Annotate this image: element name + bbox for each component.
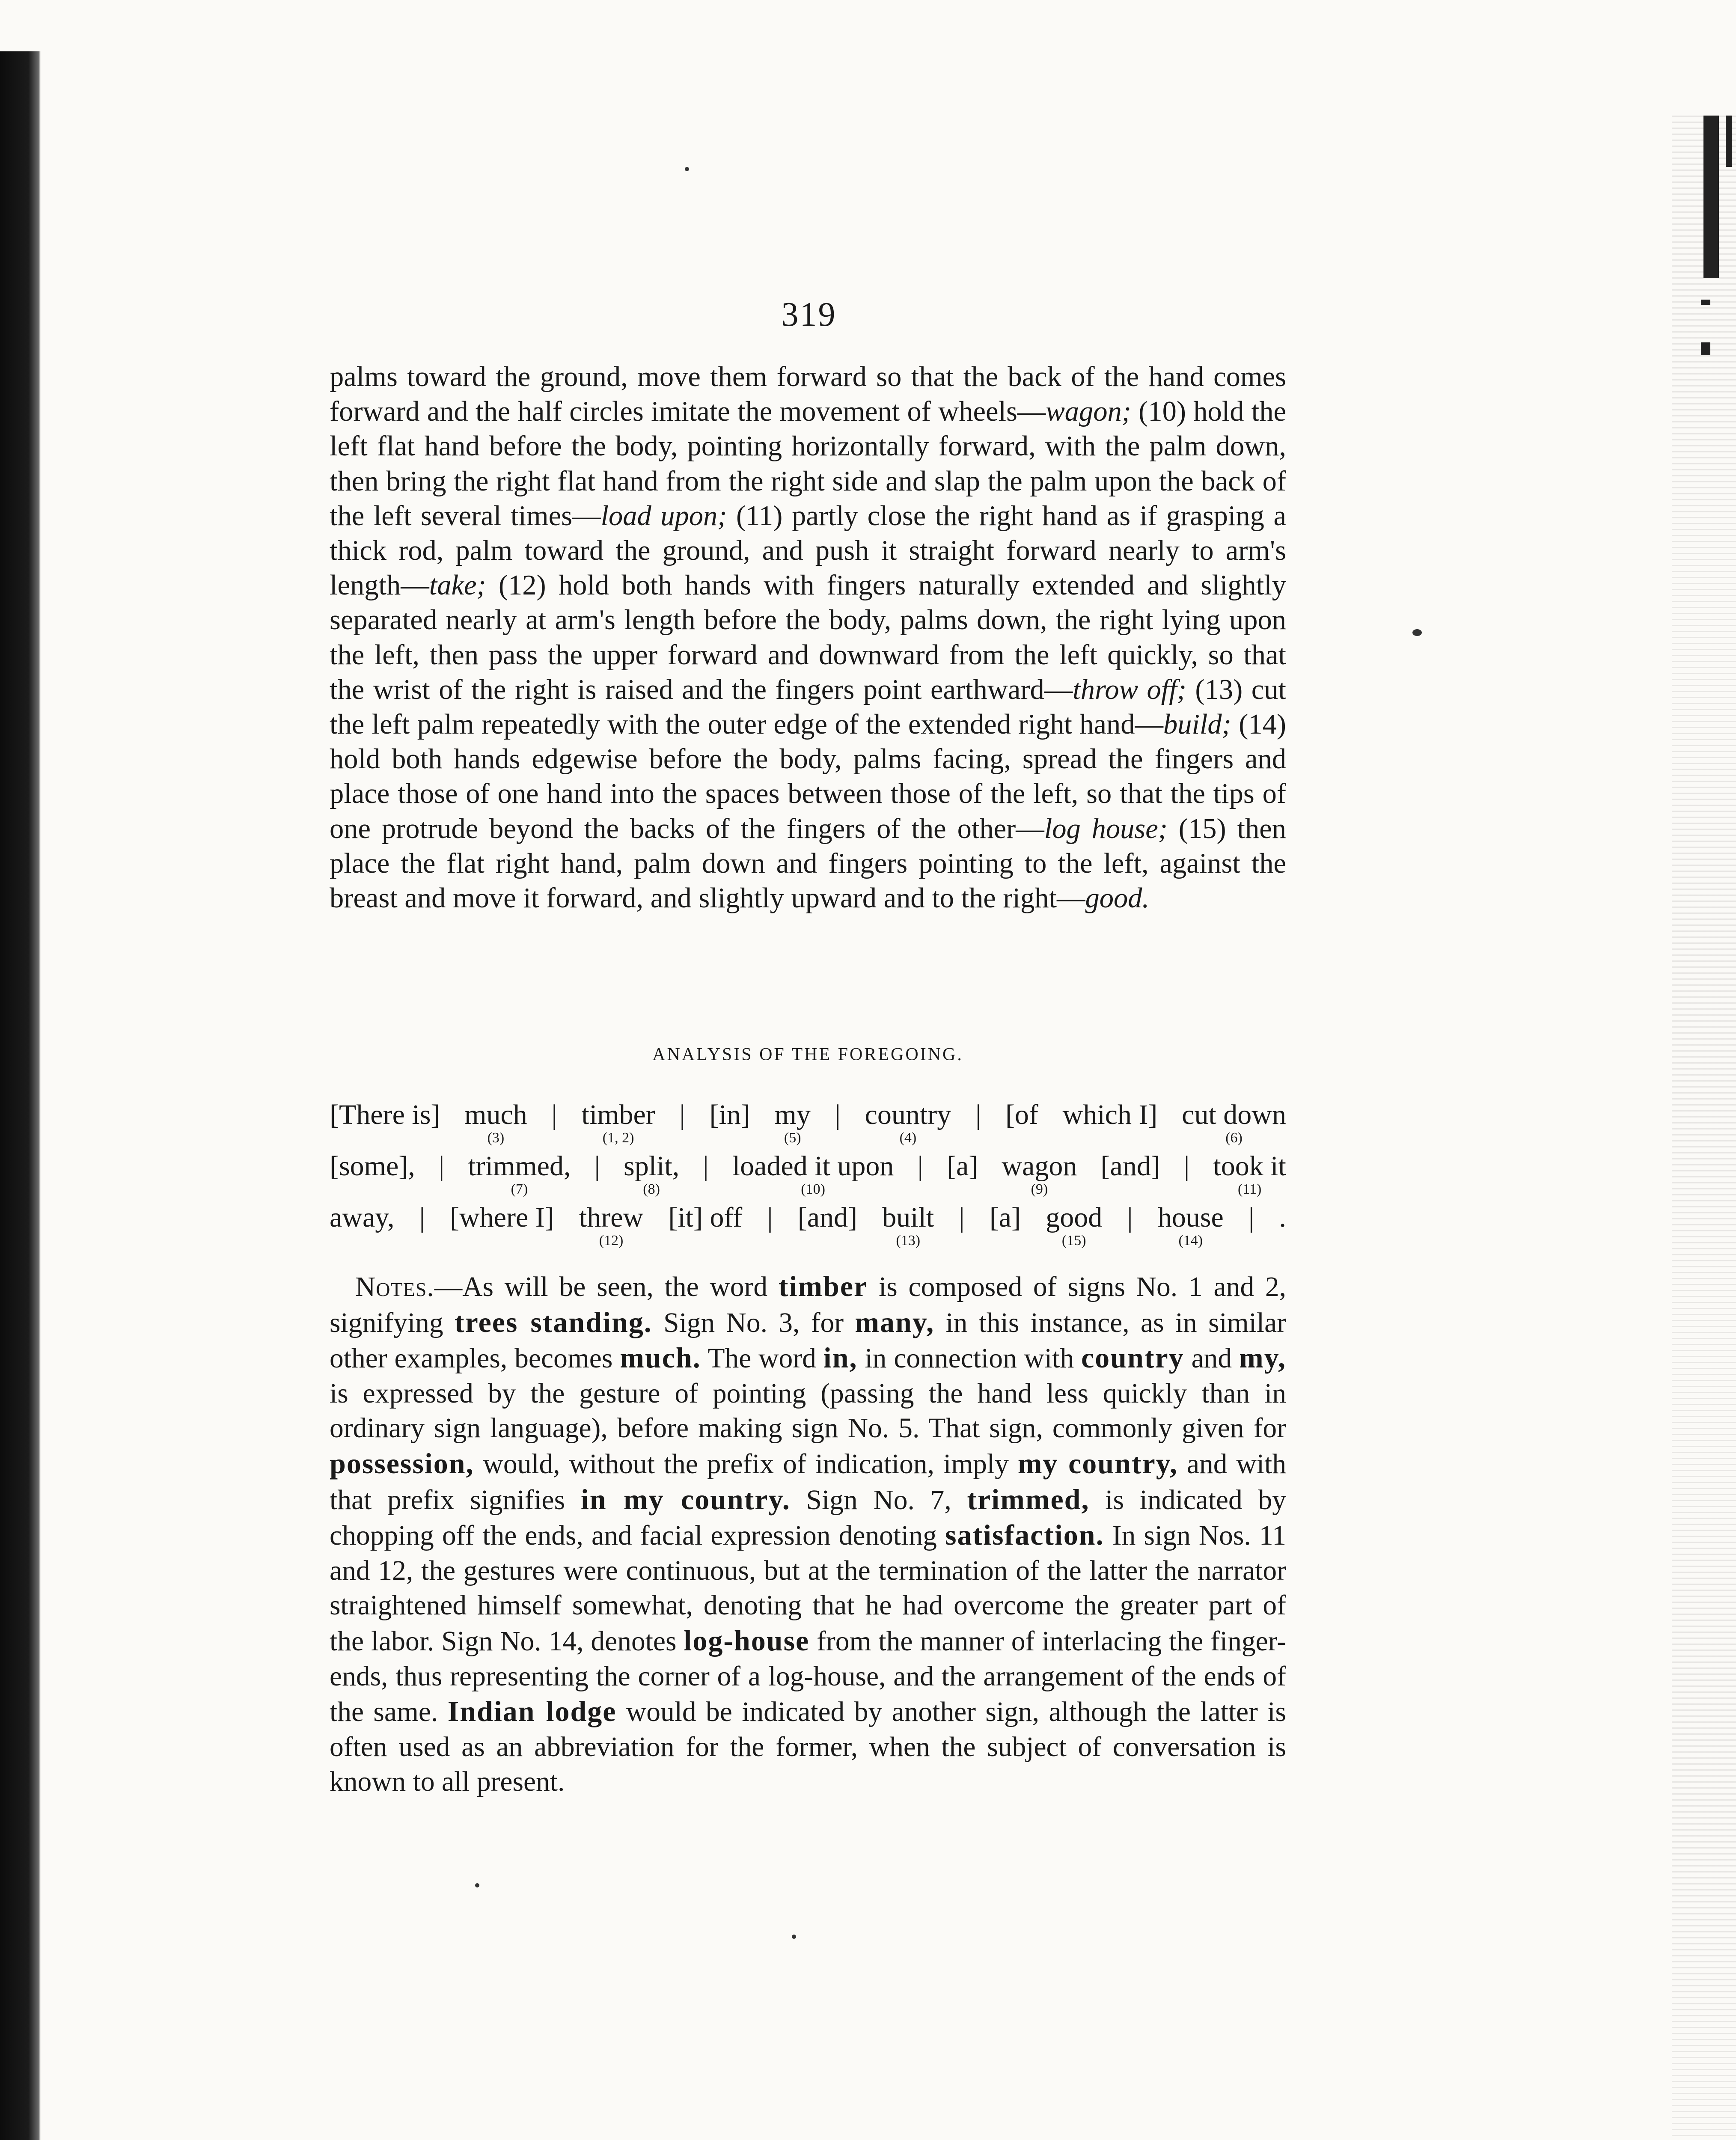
analysis-word (1002, 1151, 1077, 1198)
analysis-word (775, 1100, 811, 1146)
sign-number: (11) (1237, 1181, 1262, 1197)
analysis-word-text: | (1183, 1150, 1190, 1182)
text-run: is composed of signs No. 1 and 2, signifying (330, 1272, 1287, 1338)
emphasized-term: satisfaction. (945, 1519, 1104, 1552)
analysis-word (1005, 1100, 1038, 1146)
emphasized-term: many, (855, 1305, 935, 1338)
text-run: from the manner of interlacing the finger-ends, thus representing the corner of a log-house, and the arrangement of the ends of the same. (330, 1626, 1287, 1728)
edge-mark (1703, 116, 1719, 278)
text-run: (12) hold both hands with fingers naturally extended and slightly separated nearly at arm's length before the body, palms down, the right lying upon the left, then pass the upper forward and downward from the left quickly, so that the wrist of the right is raised and the fingers point earthward— (330, 570, 1286, 705)
analysis-word (552, 1100, 557, 1146)
sign-number: (13) (896, 1233, 921, 1248)
notes-paragraph (330, 1269, 1286, 1800)
sign-number: (12) (599, 1233, 624, 1248)
emphasized-term: possession, (330, 1447, 474, 1480)
analysis-word (1127, 1203, 1133, 1249)
emphasized-term: in, (823, 1341, 858, 1374)
sign-meaning: log house; (1044, 813, 1168, 844)
analysis-word-text: | (917, 1150, 923, 1182)
emphasized-term: country (1081, 1341, 1184, 1374)
analysis-word-text: | (835, 1099, 841, 1130)
binding-shadow (0, 51, 41, 2140)
analysis-word-text: . (1279, 1202, 1286, 1233)
analysis-word (882, 1203, 934, 1249)
analysis-word (710, 1100, 750, 1146)
analysis-word-text: country (865, 1099, 951, 1130)
analysis-word-text: house (1157, 1202, 1224, 1233)
analysis-word (468, 1151, 571, 1198)
analysis-word (330, 1100, 440, 1146)
sign-number: (4) (899, 1130, 917, 1146)
analysis-word (1279, 1203, 1286, 1249)
analysis-word-text: took it (1213, 1150, 1286, 1182)
analysis-word (450, 1203, 554, 1249)
analysis-word-text: [and] (797, 1202, 858, 1233)
text-run: palms toward the ground, move them forward so that the back of the hand comes forward and the half circles imitate the movement of wheels— (330, 361, 1286, 428)
emphasized-term: much. (620, 1341, 701, 1374)
analysis-word-text: split, (624, 1150, 680, 1182)
emphasized-term: trees standing. (454, 1305, 652, 1338)
analysis-word (439, 1151, 444, 1198)
text-run: The word (701, 1343, 823, 1374)
sign-number: (9) (1031, 1181, 1048, 1197)
analysis-word-text: [of (1005, 1099, 1038, 1130)
emphasized-term: my country, (1017, 1447, 1178, 1480)
text-run: and with that prefix signifies (330, 1448, 1286, 1516)
analysis-word-text: loaded it upon (732, 1150, 894, 1182)
analysis-word (918, 1151, 923, 1198)
analysis-word (330, 1151, 415, 1198)
sign-number: (3) (487, 1130, 505, 1146)
text-run: (14) hold both hands edgewise before the body, palms facing, spread the fingers and place those of one hand into the spaces between those of the left, so that the tips of one protrude beyond the backs of the fingers of the other— (330, 709, 1286, 844)
scan-speck (475, 1883, 479, 1887)
text-run: would, without the prefix of indication, imply (474, 1448, 1018, 1480)
analysis-word-text: [and] (1100, 1150, 1160, 1182)
edge-mark (1701, 342, 1710, 355)
sign-meaning: good. (1085, 883, 1150, 914)
analysis-word-text: [where I] (450, 1202, 554, 1233)
analysis-word-text: wagon (1002, 1150, 1077, 1182)
page-edge-strip (1672, 116, 1736, 2140)
analysis-word-text: my (774, 1099, 811, 1130)
analysis-word (703, 1151, 708, 1198)
sign-meaning: build; (1163, 709, 1231, 740)
analysis-word-text: | (679, 1099, 685, 1130)
analysis-word (732, 1151, 894, 1198)
text-run: In sign Nos. 11 and 12, the gestures were continuous, but at the termination of the latter the narrator straightened himself somewhat, denoting that he had overcome the greater part of the labor. Sign No. 14, denotes (330, 1520, 1286, 1657)
sign-meaning: load upon; (600, 500, 727, 532)
analysis-word (990, 1203, 1021, 1249)
analysis-word (1184, 1151, 1189, 1198)
scan-speck (792, 1935, 796, 1939)
edge-mark (1726, 116, 1732, 167)
analysis-word (1046, 1203, 1102, 1249)
text-run: Sign No. 3, for (652, 1307, 855, 1338)
sign-number: (15) (1061, 1233, 1086, 1248)
text-run: in this instance, as in similar other examples, becomes (330, 1307, 1286, 1374)
analysis-word (579, 1203, 643, 1249)
analysis-row (330, 1203, 1286, 1249)
analysis-word-text: | (1248, 1202, 1254, 1233)
analysis-heading: ANALYSIS OF THE FOREGOING. (652, 1045, 963, 1064)
emphasized-term: in my country. (580, 1483, 791, 1516)
text-run: —As will be seen, the word (434, 1272, 779, 1302)
analysis-word (624, 1151, 679, 1198)
sign-number: (14) (1178, 1233, 1203, 1248)
analysis-word (464, 1100, 527, 1146)
analysis-word (595, 1151, 600, 1198)
analysis-word (959, 1203, 964, 1249)
analysis-word-text: | (551, 1099, 557, 1130)
analysis-word-text: threw (579, 1202, 644, 1233)
analysis-word (1182, 1100, 1286, 1146)
analysis-word-text: good (1046, 1202, 1103, 1233)
analysis-word-text: [There is] (330, 1099, 440, 1130)
analysis-row (330, 1151, 1286, 1198)
text-run: (13) cut the left palm repeatedly with the outer edge of the extended right hand— (330, 674, 1286, 740)
analysis-word (1248, 1203, 1254, 1249)
analysis-word (947, 1151, 978, 1198)
paragraph-text (330, 360, 1286, 915)
text-run: would be indicated by another sign, although the latter is often used as an abbreviation for the former, when the subject of conversation is known to all present. (330, 1697, 1287, 1798)
analysis-word (1101, 1151, 1160, 1198)
analysis-word (419, 1203, 425, 1249)
emphasized-term: timber (778, 1270, 868, 1302)
analysis-word (1158, 1203, 1224, 1249)
page-number: 319 (781, 296, 837, 333)
analysis-word (680, 1100, 685, 1146)
analysis-word-text: away, (330, 1202, 395, 1233)
analysis-word (767, 1203, 773, 1249)
emphasized-term: log-house (684, 1624, 810, 1657)
analysis-word (865, 1100, 951, 1146)
notes-label: Notes. (355, 1272, 434, 1302)
analysis-line-3 (330, 1203, 1286, 1268)
analysis-word-text: | (767, 1202, 773, 1233)
analysis-word (1213, 1151, 1286, 1198)
analysis-word (798, 1203, 857, 1249)
sign-meaning: throw off; (1073, 674, 1186, 705)
analysis-word-text: [a] (989, 1202, 1021, 1233)
analysis-word-text: | (703, 1150, 709, 1182)
emphasized-term: Indian lodge (447, 1695, 617, 1728)
sign-meaning: wagon; (1046, 396, 1131, 428)
text-run: is indicated by chopping off the ends, and facial expression denoting (330, 1484, 1286, 1552)
text-run: and (1184, 1343, 1240, 1374)
analysis-word-text: | (1127, 1202, 1133, 1233)
sign-meaning: take; (429, 570, 486, 601)
analysis-word-text: | (959, 1202, 965, 1233)
analysis-word-text: cut down (1182, 1099, 1286, 1130)
analysis-word-text: [it] off (668, 1202, 743, 1233)
analysis-word-text: | (419, 1202, 425, 1233)
analysis-word-text: which I] (1062, 1099, 1158, 1130)
text-run: is expressed by the gesture of pointing (passing the hand less quickly than in ordinary sign language), before making sign No. 5. That sign, commonly given for (330, 1378, 1286, 1444)
analysis-word-text: | (594, 1150, 600, 1182)
analysis-word-text: [a] (946, 1150, 978, 1182)
analysis-word (835, 1100, 841, 1146)
text-run: in connection with (857, 1343, 1081, 1374)
emphasized-term: my, (1239, 1341, 1286, 1374)
analysis-row (330, 1100, 1286, 1146)
analysis-word-text: [some], (330, 1150, 415, 1182)
analysis-word (668, 1203, 742, 1249)
sign-number: (6) (1225, 1130, 1243, 1146)
sign-number: (8) (643, 1181, 660, 1197)
analysis-word-text: built (882, 1202, 934, 1233)
text-run: (15) then place the flat right hand, palm down and fingers pointing to the left, against the breast and move it forward, and slightly upward and to the right— (330, 813, 1286, 914)
analysis-word-text: timber (581, 1099, 655, 1130)
analysis-word-text: trimmed, (468, 1150, 571, 1182)
scan-speck (1412, 629, 1422, 636)
analysis-word-text: | (438, 1150, 445, 1182)
analysis-word-text: [in] (709, 1099, 750, 1130)
analysis-word-text: much (464, 1099, 527, 1130)
text-run: (10) hold the left flat hand before the body, pointing horizontally forward, with the palm down, then bring the right flat hand from the right side and slap the palm upon the back of the left several times— (330, 396, 1287, 532)
sign-number: (10) (801, 1181, 825, 1197)
text-run: Sign No. 7, (790, 1484, 967, 1516)
analysis-word (330, 1203, 394, 1249)
sign-number: (1, 2) (602, 1130, 634, 1146)
text-run: (11) partly close the right hand as if grasping a thick rod, palm toward the ground, and push it straight forward nearly to arm's length— (330, 500, 1287, 601)
sign-number: (5) (784, 1130, 801, 1146)
sign-number: (7) (511, 1181, 528, 1197)
analysis-word (1063, 1100, 1158, 1146)
analysis-word (975, 1100, 981, 1146)
edge-mark (1701, 300, 1710, 305)
scan-speck (685, 167, 689, 171)
analysis-word-text: | (975, 1099, 981, 1130)
body-paragraph (330, 360, 1286, 915)
analysis-word (581, 1100, 655, 1146)
emphasized-term: trimmed, (967, 1483, 1090, 1516)
